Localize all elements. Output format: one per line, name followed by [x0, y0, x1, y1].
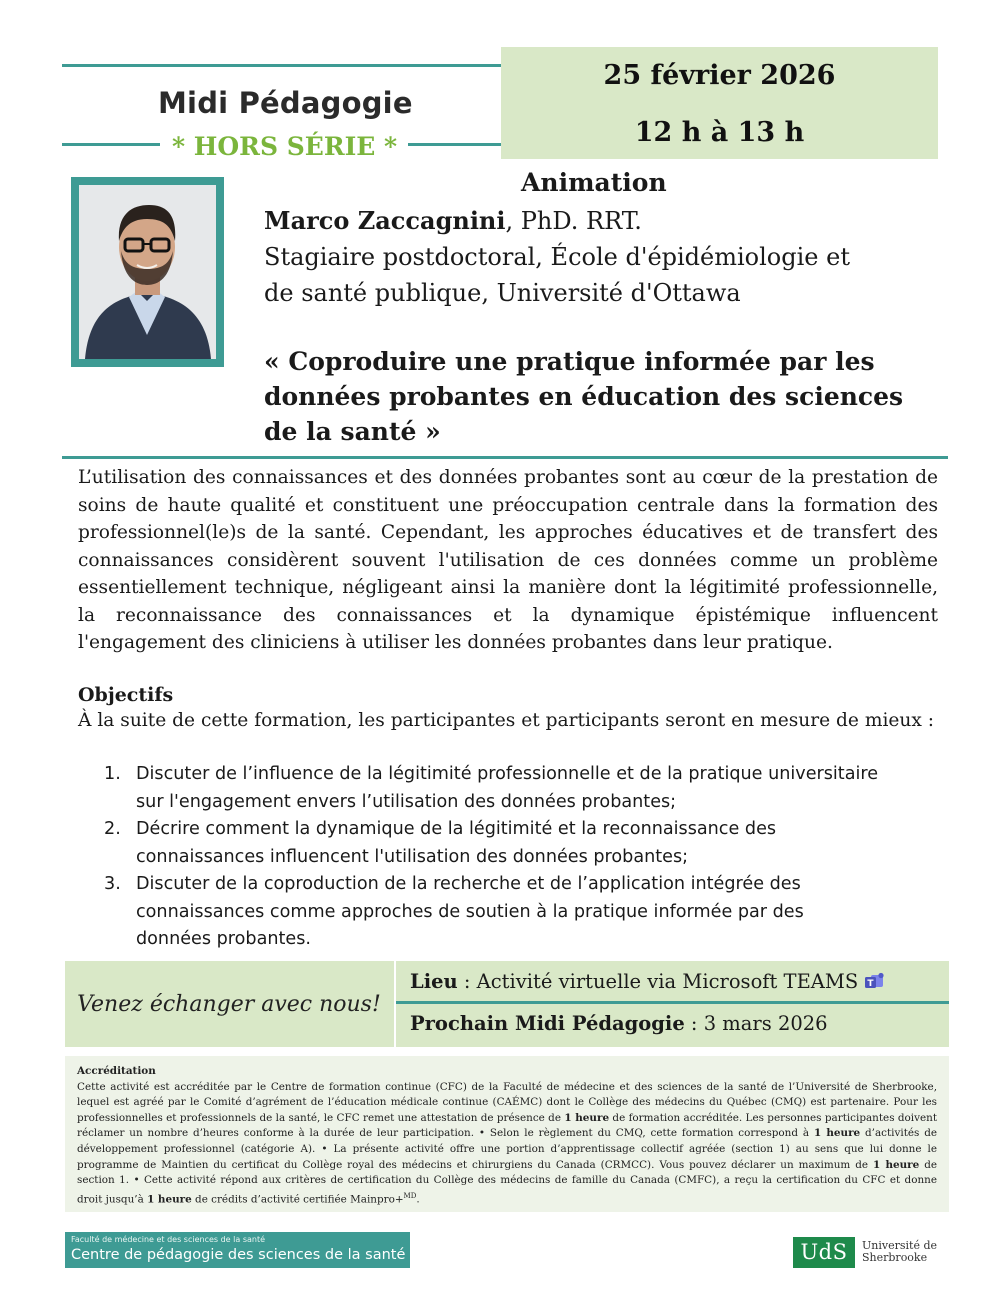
location-label: Lieu	[410, 970, 458, 993]
accreditation-heading: Accréditation	[77, 1065, 156, 1077]
university-name-line2: Sherbrooke	[862, 1251, 928, 1264]
faculty-banner	[65, 1232, 410, 1268]
accreditation-text-part: de section 1. • Cette activité répond aux critères de certification du Collège des médecins de famille du Canada (CMFC), a reçu la certification du CFC et donne droit jusqu’à	[77, 1158, 937, 1206]
uds-logo: UdS	[793, 1237, 855, 1268]
list-item-number: 2.	[104, 819, 121, 839]
list-item-text: Décrire comment la dynamique de la légitimité et la reconnaissance des connaissances influencent l'utilisation des données probantes;	[136, 819, 777, 867]
accreditation-text-part: de crédits d’activité certifiée Mainpro+	[191, 1193, 404, 1206]
invite-text: Venez échanger avec nous!	[77, 991, 381, 1017]
date-box	[501, 47, 938, 159]
hors-serie-label: * HORS SÉRIE *	[172, 132, 398, 161]
objectives-intro: À la suite de cette formation, les participantes et participants seront en mesure de mieux :	[78, 710, 935, 731]
next-session-date: : 3 mars 2026	[684, 1012, 828, 1035]
accreditation-text-part: .	[416, 1193, 420, 1206]
talk-title: « Coproduire une pratique informée par les données probantes en éducation des sciences de la santé »	[264, 347, 904, 446]
accreditation-text-part: de formation accréditée. Les personnes participantes doivent réclamer un nombre d’heures conforme à la durée de leur participation. • Selon le règlement du CMQ, cette formation correspond à	[77, 1111, 937, 1140]
header-rule-top	[62, 64, 502, 67]
teams-icon	[864, 972, 886, 990]
svg-text:T: T	[867, 979, 874, 989]
series-title: Midi Pédagogie	[158, 86, 413, 120]
list-item	[104, 761, 884, 816]
speaker-credentials: , PhD. RRT.	[505, 207, 642, 235]
speaker-photo	[79, 185, 216, 359]
list-item	[104, 871, 884, 954]
list-item-number: 1.	[104, 764, 121, 784]
speaker-photo-frame	[71, 177, 224, 367]
list-item-text: Discuter de la coproduction de la recherche et de l’application intégrée des connaissances comme approches de soutien à la pratique informée par des données probantes.	[136, 874, 804, 949]
speaker-info	[264, 203, 904, 311]
university-name-line1: Université de	[862, 1239, 937, 1252]
accreditation-text	[77, 1064, 937, 1208]
header-rule-right	[408, 143, 503, 146]
accreditation-hours: 1 heure	[147, 1193, 192, 1206]
list-item-number: 3.	[104, 874, 121, 894]
list-item-text: Discuter de l’influence de la légitimité professionnelle et de la pratique universitaire sur l'engagement envers l’utilisation des données probantes;	[136, 764, 879, 812]
animation-heading: Animation	[521, 168, 667, 197]
accreditation-box	[65, 1056, 949, 1212]
list-item	[104, 816, 884, 871]
section-divider	[62, 456, 948, 459]
next-session-label: Prochain Midi Pédagogie	[410, 1012, 685, 1035]
university-name	[862, 1240, 937, 1264]
accreditation-hours: 1 heure	[813, 1127, 861, 1140]
accreditation-text-part: d’activités de développement professionnel (catégorie A). • La présente activité offre une portion d’apprentissage collectif agréée (section 1) au sens que lui donne le programme de Maintien du certificat du Collège royal des médecins et chirurgiens du Canada (CRMCC). Vous pouvez déclarer un maximum de	[77, 1127, 938, 1171]
objectives-list	[104, 761, 884, 954]
speaker-role-line2: de santé publique, Université d'Ottawa	[264, 279, 741, 307]
band-divider	[394, 961, 396, 1047]
center-name: Centre de pédagogie des sciences de la santé	[71, 1247, 406, 1263]
mainpro-superscript: MD	[403, 1191, 417, 1200]
accreditation-text-part: Cette activité est accréditée par le Centre de formation continue (CFC) de la Faculté de médecine et des sciences de la santé de l’Université de Sherbrooke, lequel est agréé par le Comité d’agrément de l’éducation médicale continue (CAÉMC) dont le Collège des médecins du Québec (CMQ) est partenaire. Pour les professionnelles et professionnels de la santé, le CFC remet une attestation de présence de	[77, 1080, 937, 1124]
band-rule	[396, 1001, 949, 1004]
speaker-role-line1: Stagiaire postdoctoral, École d'épidémiologie et	[264, 243, 850, 271]
event-time: 12 h à 13 h	[634, 117, 805, 148]
accreditation-hours: 1 heure	[872, 1158, 920, 1171]
speaker-name: Marco Zaccagnini	[264, 206, 506, 235]
accreditation-hours: 1 heure	[564, 1111, 610, 1124]
info-band	[65, 961, 949, 1047]
objectives-heading: Objectifs	[78, 684, 174, 706]
next-session-line	[410, 1012, 828, 1035]
event-date: 25 février 2026	[603, 60, 836, 91]
faculty-name: Faculté de médecine et des sciences de la santé	[71, 1235, 266, 1244]
description-paragraph: L’utilisation des connaissances et des données probantes sont au cœur de la prestation de soins de haute qualité et constituent une préoccupation centrale dans la formation des professionnel(le)s de la santé. Cependant, les approches éducatives et de transfert des connaissances considèrent souvent l'utilisation de ces données comme un problème essentiellement technique, négligeant ainsi la manière dont la légitimité professionnelle, la reconnaissance des connaissances et la dynamique épistémique influencent l'engagement des cliniciens à utiliser les données probantes dans leur pratique.	[78, 467, 938, 653]
location-line	[410, 970, 886, 993]
header-rule-left	[62, 143, 160, 146]
location-value: : Activité virtuelle via Microsoft TEAMS	[457, 970, 859, 993]
